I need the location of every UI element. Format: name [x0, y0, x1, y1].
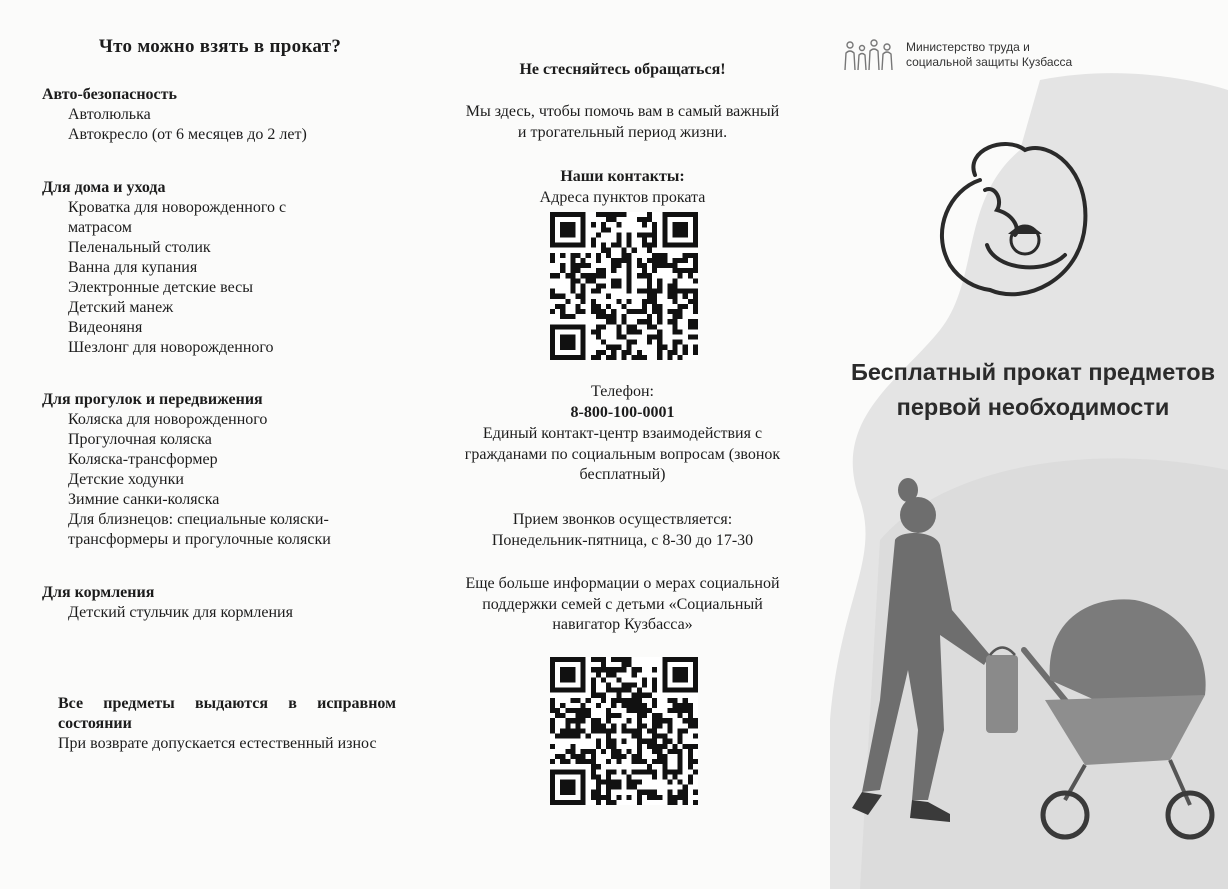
- section-home-care: [42, 178, 402, 358]
- qr-code-addresses[interactable]: [550, 212, 698, 360]
- list-item: Зимние санки-коляска: [68, 491, 220, 508]
- list-item: Коляска для новорожденного: [68, 411, 268, 428]
- condition-note: [42, 694, 396, 754]
- phone-number[interactable]: 8-800-100-0001: [570, 404, 675, 421]
- section-heading: Для прогулок и передвижения: [42, 391, 263, 408]
- hours-line-1: Прием звонков осуществляется:: [512, 511, 733, 528]
- list-item: Электронные детские весы: [68, 279, 253, 296]
- section-heading: Для дома и ухода: [42, 179, 166, 196]
- contact-heading: Не стесняйтесь обращаться!: [519, 61, 726, 78]
- contacts-panel: [440, 0, 805, 889]
- ministry-logo: [842, 37, 1072, 73]
- rental-list-title: Что можно взять в прокат?: [98, 36, 342, 57]
- list-item: Шезлонг для новорожденного: [68, 339, 274, 356]
- qr-code-navigator[interactable]: [550, 657, 698, 805]
- list-item: Коляска-трансформер: [68, 451, 218, 468]
- list-item: Пеленальный столик: [68, 239, 211, 256]
- section-car-safety: [42, 85, 402, 145]
- ministry-name-line-1: Министерство труда и: [906, 40, 1030, 54]
- list-item: Автокресло (от 6 месяцев до 2 лет): [68, 126, 307, 143]
- note-body: При возврате допускается естественный износ: [58, 735, 377, 752]
- section-feeding: [42, 583, 402, 623]
- section-walks: [42, 390, 402, 550]
- contacts-heading: Наши контакты:: [560, 168, 685, 185]
- list-item: Для близнецов: специальные коляски-трансформеры и прогулочные коляски: [68, 511, 331, 548]
- cover-title: Бесплатный прокат предметов первой необходимости: [850, 359, 1216, 420]
- list-item: Кроватка для новорожденного с матрасом: [68, 199, 287, 236]
- list-item: Ванна для купания: [68, 259, 198, 276]
- mother-child-emblem: [925, 130, 1100, 305]
- list-item: Детский манеж: [68, 299, 174, 316]
- woman-with-stroller-illustration: [840, 470, 1225, 850]
- section-heading: Авто-безопасность: [42, 86, 177, 103]
- list-item: Детские ходунки: [68, 471, 184, 488]
- cover-panel: [820, 0, 1228, 889]
- list-item: Детский стульчик для кормления: [68, 604, 293, 621]
- ministry-name-line-2: социальной защиты Кузбасса: [906, 55, 1073, 69]
- phone-label: Телефон:: [591, 383, 654, 400]
- list-item: Прогулочная коляска: [68, 431, 212, 448]
- list-item: Автолюлька: [68, 106, 151, 123]
- hours-line-2: Понедельник-пятница, с 8-30 до 17-30: [491, 532, 754, 549]
- note-heading: Все предметы выдаются в исправном состоянии: [58, 695, 396, 732]
- more-info-text: Еще больше информации о мерах социальной поддержки семей с детьми «Социальный навигатор Кузбасса»: [465, 575, 780, 633]
- family-logo-icon: [842, 37, 898, 73]
- intro-text: Мы здесь, чтобы помочь вам в самый важный и трогательный период жизни.: [465, 103, 780, 141]
- contacts-subheading: Адреса пунктов проката: [539, 189, 706, 206]
- section-heading: Для кормления: [42, 584, 155, 601]
- phone-description: Единый контакт-центр взаимодействия с гражданами по социальным вопросам (звонок бесплатный): [464, 425, 781, 483]
- list-item: Видеоняня: [68, 319, 143, 336]
